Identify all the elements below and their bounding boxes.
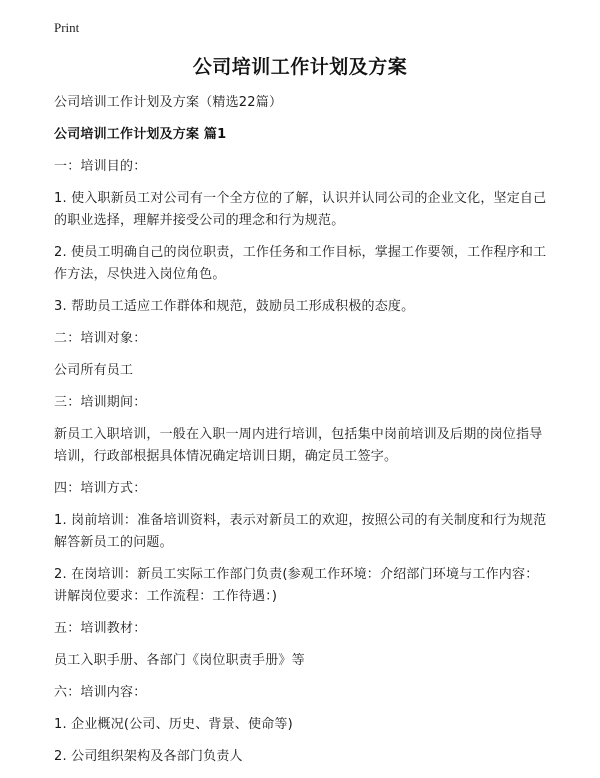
- paragraph: 一：培训目的：: [54, 159, 147, 174]
- document-body: [54, 92, 550, 778]
- paragraph: 1. 岗前培训：准备培训资料，表示对新员工的欢迎，按照公司的有关制度和行为规范解答新员工的问题。: [54, 513, 547, 550]
- paragraph: 三：培训期间：: [54, 395, 147, 410]
- paragraph: 新员工入职培训，一般在入职一周内进行培训，包括集中岗前培训及后期的岗位指导培训，行政部根据具体情况确定培训日期，确定员工签字。: [54, 427, 543, 464]
- paragraph: 员工入职手册、各部门《岗位职责手册》等: [54, 653, 305, 668]
- paragraph: 六：培训内容：: [54, 685, 147, 700]
- paragraph: 2. 公司组织架构及各部门负责人: [54, 749, 243, 764]
- paragraph: 公司所有员工: [54, 363, 134, 378]
- paragraph: 二：培训对象：: [54, 331, 147, 346]
- document-title: 公司培训工作计划及方案: [192, 56, 408, 78]
- paragraph: 四：培训方式：: [54, 481, 147, 496]
- print-link[interactable]: Print: [54, 20, 80, 35]
- paragraph: 五：培训教材：: [54, 621, 147, 636]
- paragraph: 1. 使入职新员工对公司有一个全方位的了解，认识并认同公司的企业文化，坚定自己的职业选择，理解并接受公司的理念和行为规范。: [54, 191, 547, 228]
- paragraph: 1. 企业概况(公司、历史、背景、使命等): [54, 717, 293, 732]
- paragraph: 3. 帮助员工适应工作群体和规范，鼓励员工形成积极的态度。: [54, 299, 415, 314]
- paragraph: 2. 在岗培训：新员工实际工作部门负责(参观工作环境：介绍部门环境与工作内容：讲解岗位要求：工作流程：工作待遇：): [54, 567, 539, 604]
- paragraph: 公司培训工作计划及方案（精选22篇）: [54, 95, 283, 110]
- paragraph: 2. 使员工明确自己的岗位职责，工作任务和工作目标，掌握工作要领，工作程序和工作方法，尽快进入岗位角色。: [54, 245, 547, 282]
- section-heading: 公司培训工作计划及方案 篇1: [54, 127, 227, 142]
